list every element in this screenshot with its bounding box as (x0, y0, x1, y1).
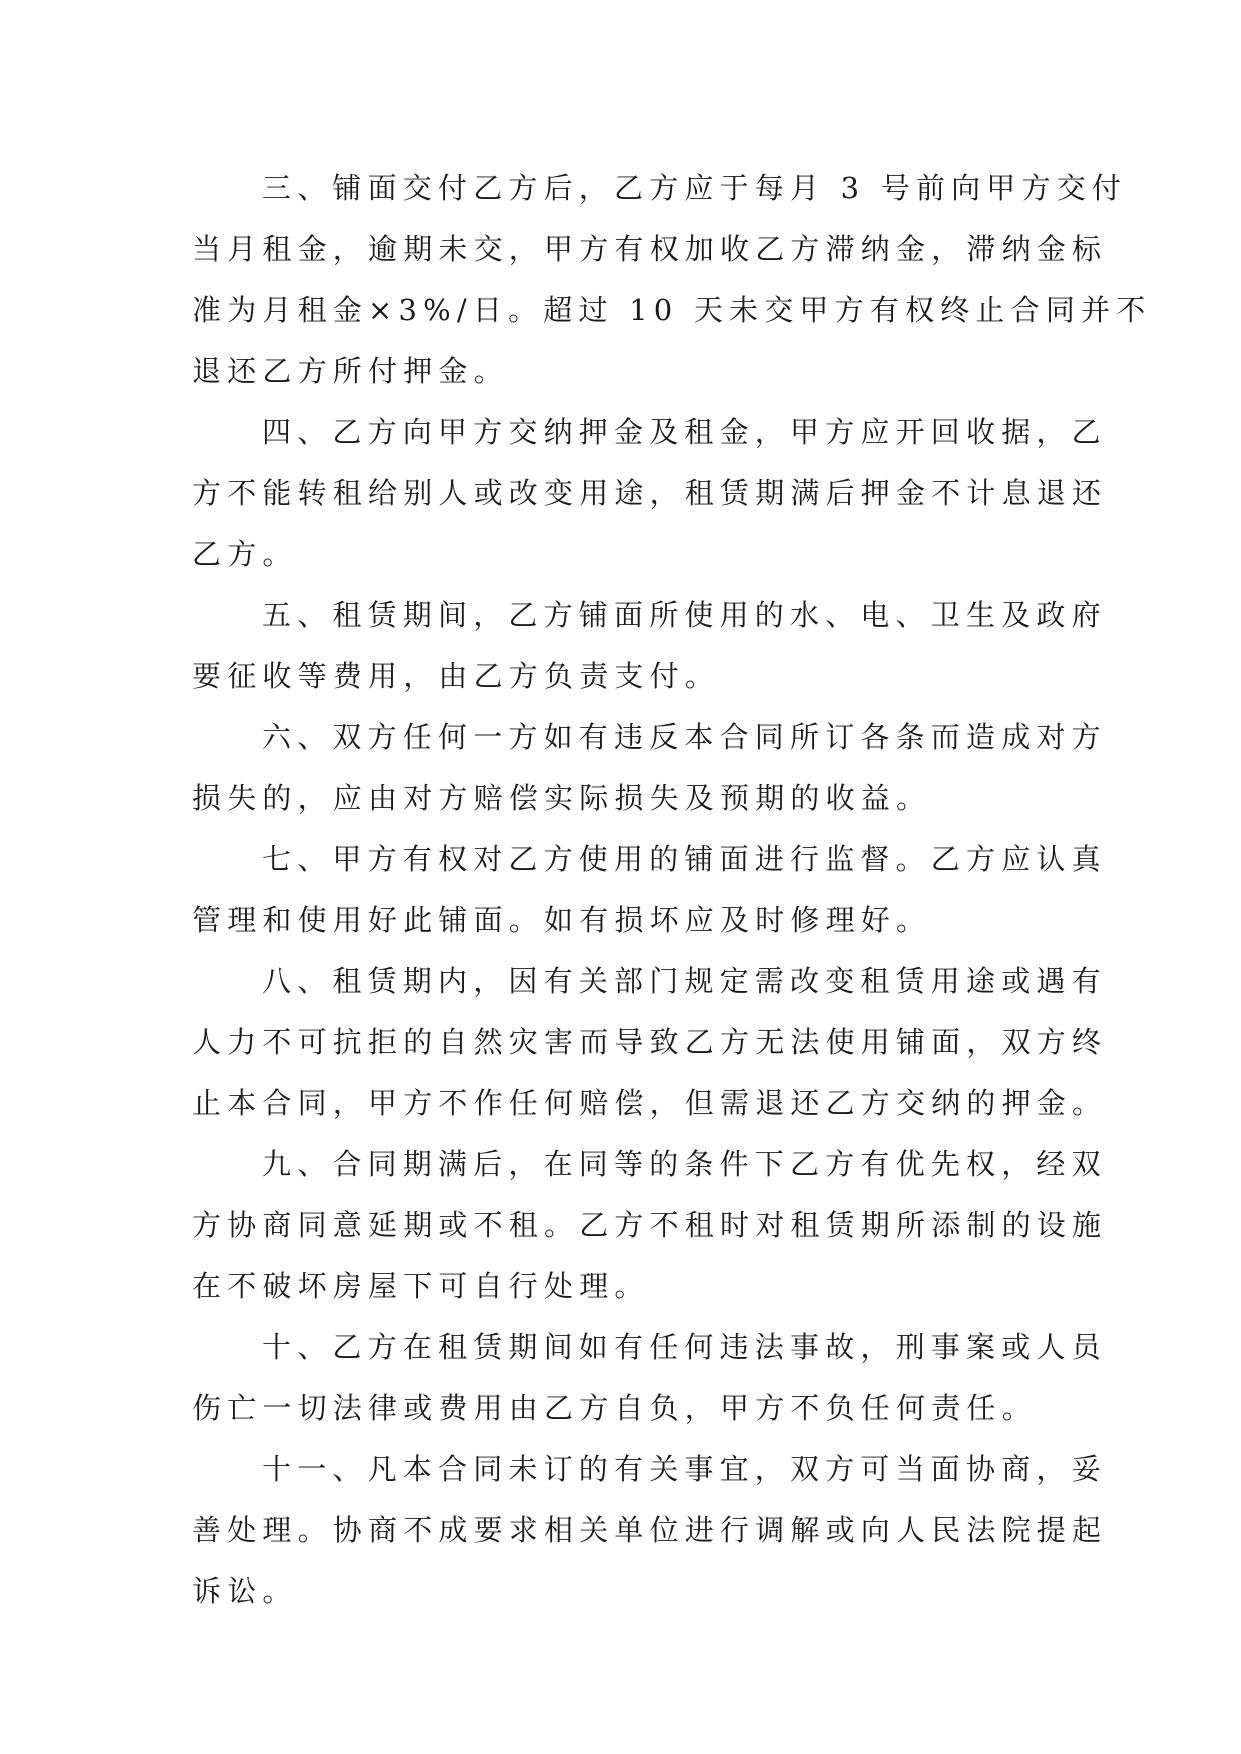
clause-line: 管理和使用好此铺面。如有损坏应及时修理好。 (192, 903, 932, 937)
clause-line: 五、租赁期间，乙方铺面所使用的水、电、卫生及政府 (262, 598, 1107, 632)
clause-line: 十一、凡本合同未订的有关事宜，双方可当面协商，妥 (262, 1452, 1107, 1486)
clause-4 (192, 402, 1108, 585)
clause-line: 乙方。 (192, 537, 298, 571)
clause-line: 三、铺面交付乙方后，乙方应于每月 3 号前向甲方交付 (262, 171, 1128, 205)
clause-line: 方协商同意延期或不租。乙方不租时对租赁期所添制的设施 (192, 1208, 1108, 1242)
clause-line: 九、合同期满后，在同等的条件下乙方有优先权，经双 (262, 1147, 1107, 1181)
clause-line: 在不破坏房屋下可自行处理。 (192, 1269, 650, 1303)
clause-line: 六、双方任何一方如有违反本合同所订各条而造成对方 (262, 720, 1107, 754)
clause-line: 方不能转租给别人或改变用途，租赁期满后押金不计息退还 (192, 476, 1108, 510)
clause-5 (192, 585, 1107, 707)
clause-9 (192, 1134, 1108, 1317)
clause-line: 退还乙方所付押金。 (192, 354, 509, 388)
clause-line: 要征收等费用，由乙方负责支付。 (192, 659, 721, 693)
clause-line: 善处理。协商不成要求相关单位进行调解或向人民法院提起 (192, 1513, 1108, 1547)
clause-3 (192, 158, 1152, 402)
clause-line: 七、甲方有权对乙方使用的铺面进行监督。乙方应认真 (262, 842, 1107, 876)
clause-11 (192, 1439, 1108, 1622)
clause-line: 伤亡一切法律或费用由乙方自负，甲方不负任何责任。 (192, 1391, 1037, 1425)
clause-line: 人力不可抗拒的自然灾害而导致乙方无法使用铺面，双方终 (192, 1025, 1108, 1059)
clause-line: 八、租赁期内，因有关部门规定需改变租赁用途或遇有 (262, 964, 1107, 998)
clause-10 (192, 1317, 1107, 1439)
clause-7 (192, 829, 1107, 951)
clause-6 (192, 707, 1107, 829)
clause-line: 当月租金，逾期未交，甲方有权加收乙方滞纳金，滞纳金标 (192, 232, 1108, 266)
clause-line: 十、乙方在租赁期间如有任何违法事故，刑事案或人员 (262, 1330, 1107, 1364)
clause-line: 损失的，应由对方赔偿实际损失及预期的收益。 (192, 781, 932, 815)
clause-line: 诉讼。 (192, 1574, 298, 1608)
clause-line: 四、乙方向甲方交纳押金及租金，甲方应开回收据，乙 (262, 415, 1107, 449)
clause-line: 准为月租金×3%/日。超过 10 天未交甲方有权终止合同并不 (192, 293, 1152, 327)
clause-8 (192, 951, 1108, 1134)
clause-line: 止本合同，甲方不作任何赔偿，但需退还乙方交纳的押金。 (192, 1086, 1108, 1120)
contract-body (192, 158, 1152, 1622)
